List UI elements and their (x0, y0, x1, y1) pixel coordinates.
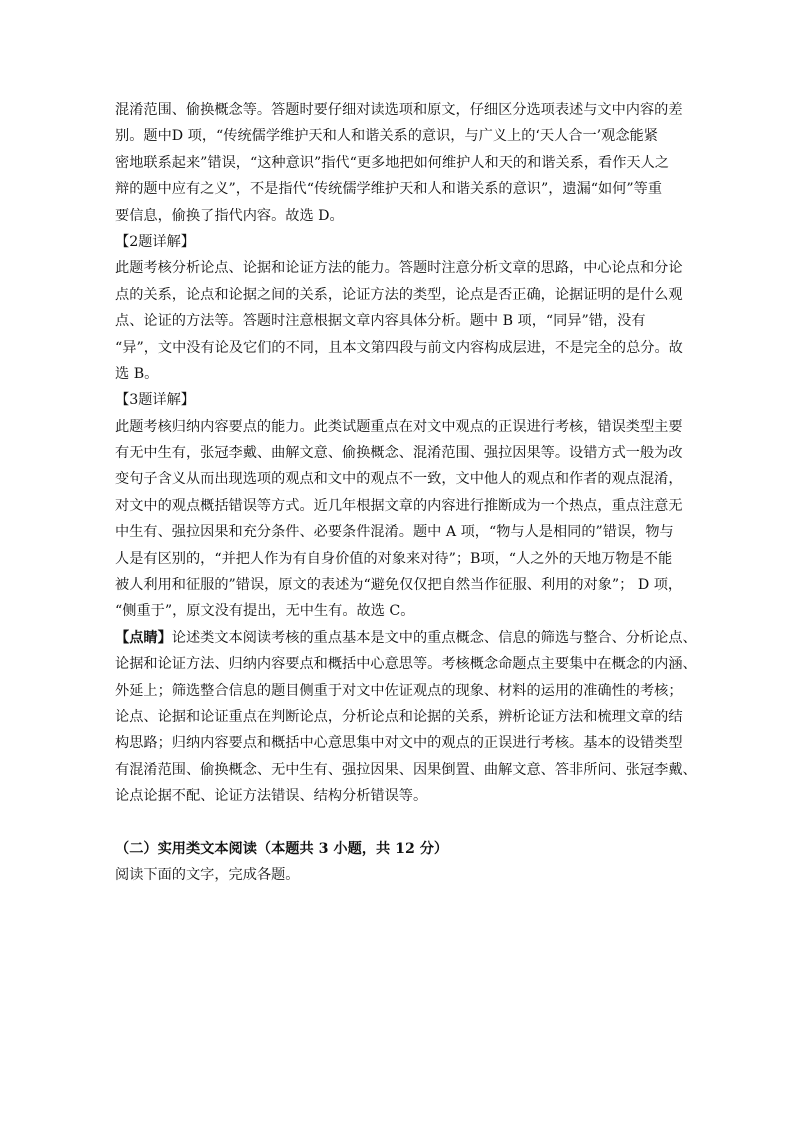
text-line: 点、论证的方法等。答题时注意根据文章内容具体分析。题中 B 项，“同异”错，没有 (115, 313, 646, 330)
text-line: 阅读下面的文字，完成各题。 (115, 866, 300, 883)
text-line: 论据和论证方法、归纳内容要点和概括中心意思等。考核概念命题点主要集中在概念的内涵、 (115, 656, 697, 673)
dianjing-first-text: 论述类文本阅读考核的重点基本是文中的重点概念、信息的筛选与整合、分析论点、 (171, 629, 697, 646)
section-spacer (115, 810, 683, 836)
text-line: 有无中生有，张冠李戴、曲解文意、偷换概念、混淆范围、强拉因果等。设错方式一般为改 (115, 445, 683, 462)
text-line: 构思路；归纳内容要点和概括中心意思集中对文中的观点的正误进行考核。基本的设错类型 (115, 735, 683, 752)
q3-section (115, 387, 683, 625)
text-line: 要信息，偷换了指代内容。故选 D。 (115, 207, 344, 224)
intro-paragraph (115, 97, 683, 229)
text-line: 混淆范围、偷换概念等。答题时要仔细对读选项和原文，仔细区分选项表述与文中内容的差 (115, 102, 683, 118)
q3-heading: 【3题详解】 (115, 392, 195, 409)
dianjing-section (115, 625, 697, 810)
text-line: 此题考核分析论点、论据和论证方法的能力。答题时注意分析文章的思路，中心论点和分论 (115, 260, 683, 277)
text-line (115, 625, 697, 651)
text-line: 外延上；筛选整合信息的题目侧重于对文中佐证观点的现象、材料的运用的准确性的考核； (115, 682, 683, 699)
instruction-text (115, 862, 683, 888)
text-line: 选 B。 (115, 365, 159, 382)
text-line: 论点、论据和论证重点在判断论点，分析论点和论据的关系，辨析论证方法和梳理文章的结 (115, 708, 683, 725)
text-line: 辩的题中应有之义”，不是指代“传统儒学维护天和人和谐关系的意识”，遗漏“如何”等重 (115, 181, 663, 198)
text-line: 人是有区别的，“并把人作为有自身价值的对象来对待”；B项，“人之外的天地万物是不能 (115, 550, 673, 567)
q2-heading: 【2题详解】 (115, 233, 195, 250)
q2-section (115, 229, 683, 387)
text-line: 对文中的观点概括错误等方式。近几年根据文章的内容进行推断成为一个热点，重点注意无 (115, 497, 683, 514)
text-line: 别。题中D 项，“传统儒学维护天和人和谐关系的意识，与广义上的‘天人合一’观念能紧 (115, 128, 658, 145)
section-title: （二）实用类文本阅读（本题共 3 小题，共 12 分） (115, 840, 449, 857)
document-body (115, 97, 697, 888)
text-line: “异”，文中没有论及它们的不同，且本文第四段与前文内容构成层进，不是完全的总分。故 (115, 339, 683, 356)
text-line: 变句子含义从而出现选项的观点和文中的观点不一致，文中他人的观点和作者的观点混淆， (115, 471, 683, 488)
text-line: 点的关系，论点和论据之间的关系，论证方法的类型，论点是否正确，论据证明的是什么观 (115, 286, 683, 303)
text-line: 此题考核归纳内容要点的能力。此类试题重点在对文中观点的正误进行考核，错误类型主要 (115, 418, 683, 435)
text-line: “侧重于”，原文没有提出，无中生有。故选 C。 (115, 603, 415, 620)
text-line: 论点论据不配、论证方法错误、结构分析错误等。 (115, 788, 428, 805)
text-line: 有混淆范围、偷换概念、无中生有、强拉因果、因果倒置、曲解文意、答非所问、张冠李戴、 (115, 761, 697, 778)
dianjing-label: 【点睛】 (115, 629, 172, 646)
text-line: 被人利用和征服的”错误，原文的表述为“避免仅仅把自然当作征服、利用的对象”； D 项， (115, 577, 683, 594)
text-line: 密地联系起来”错误，“这种意识”指代“更多地把如何维护人和天的和谐关系，看作天人之 (115, 154, 669, 171)
text-line: 中生有、强拉因果和充分条件、必要条件混淆。题中 A 项，“物与人是相同的”错误，物与 (115, 524, 674, 541)
